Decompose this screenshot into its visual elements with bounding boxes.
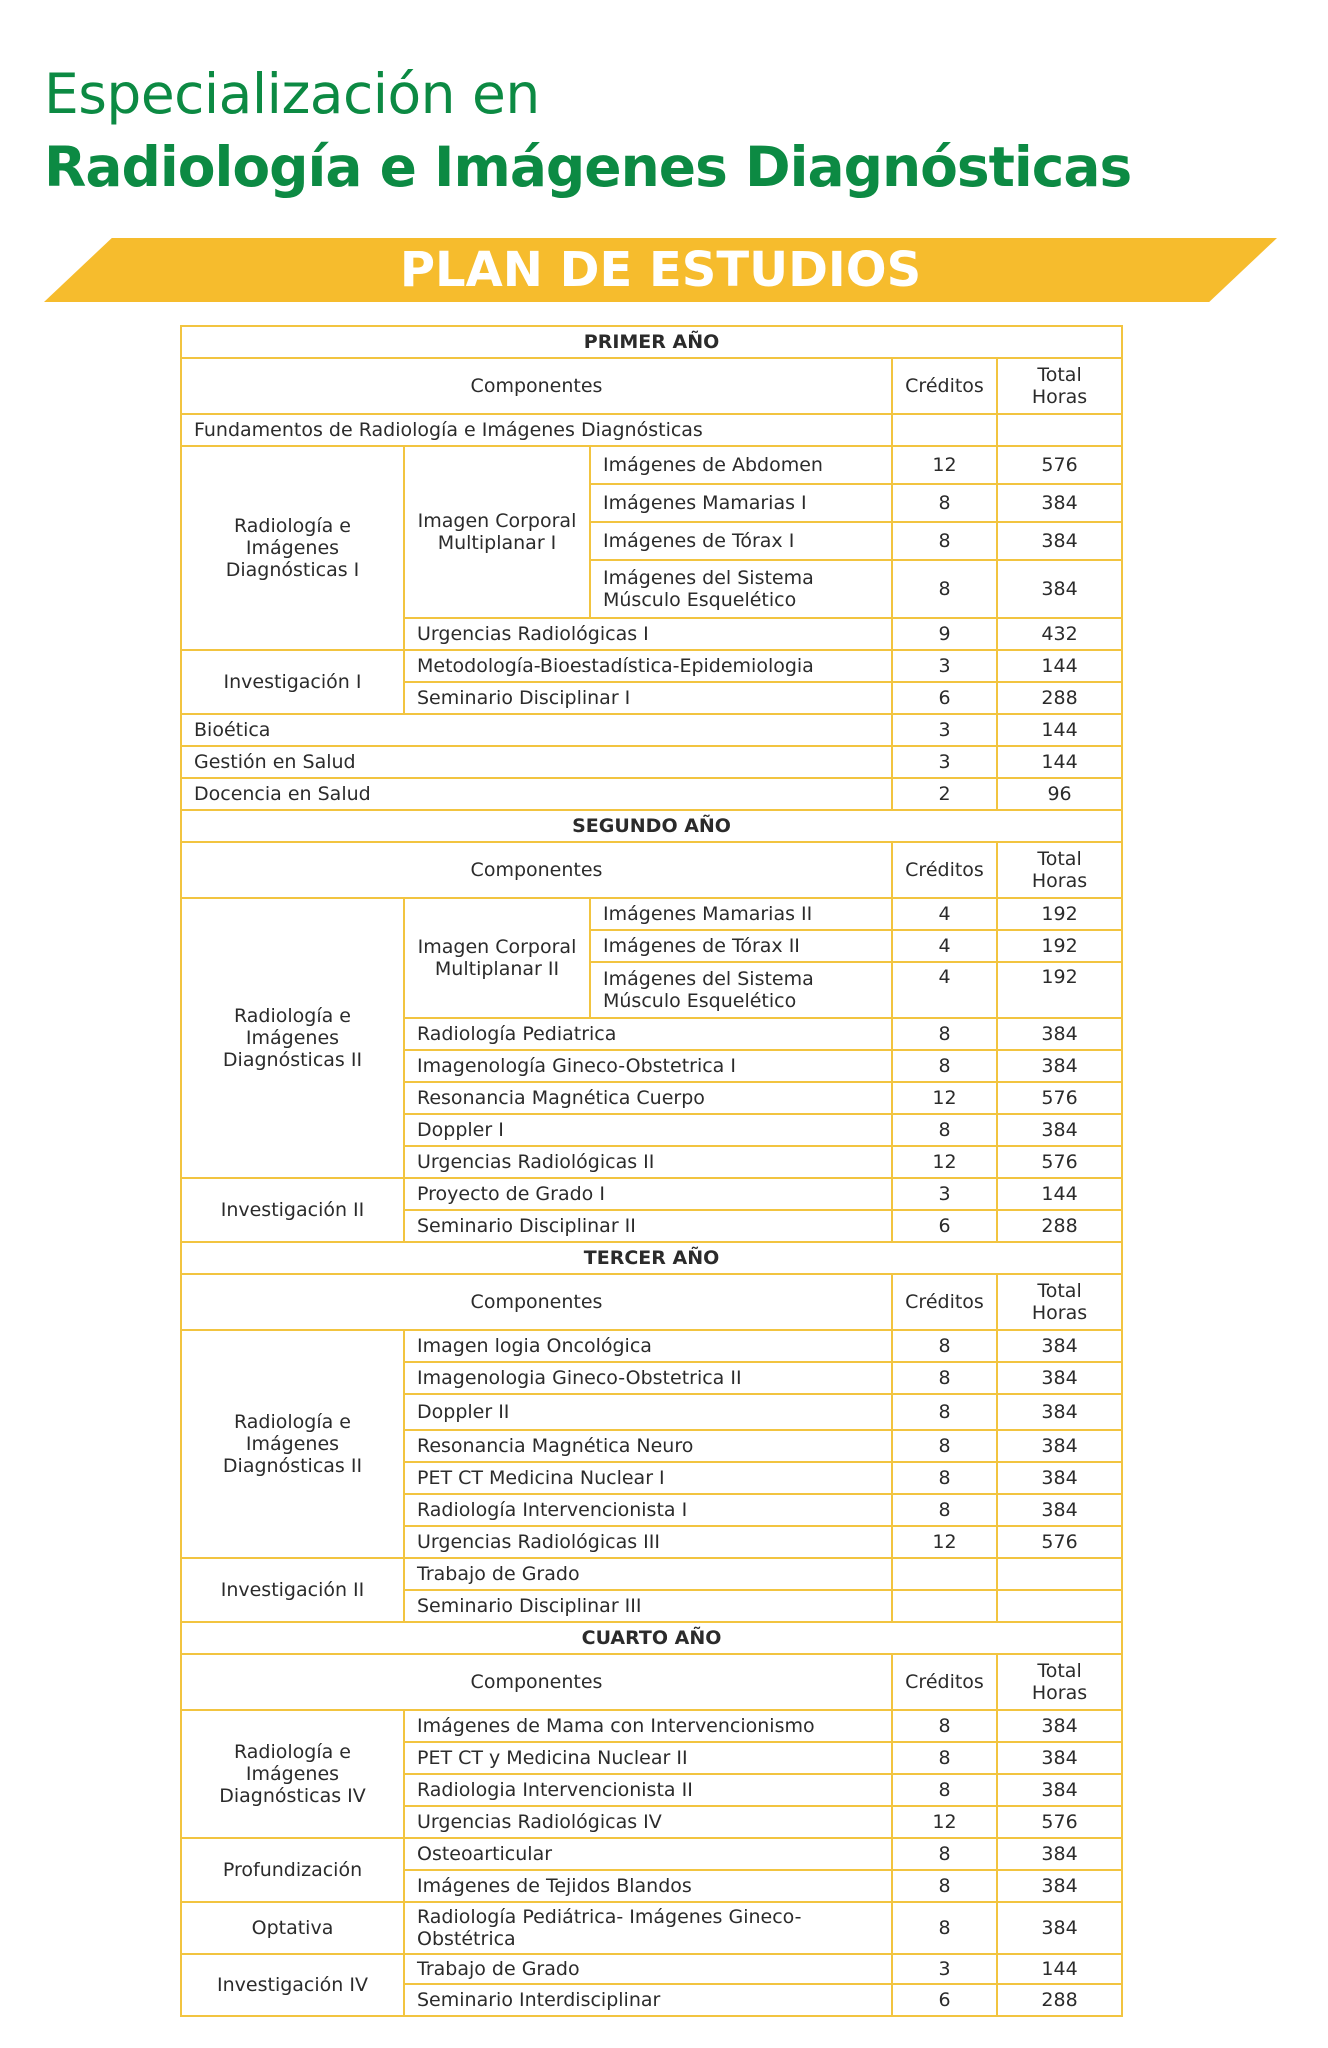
table-row xyxy=(181,1710,1122,1742)
creditos-header: Créditos xyxy=(892,1654,997,1710)
table-row xyxy=(181,414,1122,446)
year-title-row xyxy=(181,326,1122,358)
subject-name: Imágenes del Sistema Músculo Esquelético xyxy=(590,560,892,618)
hours-cell: 576 xyxy=(997,1146,1122,1178)
subject-name: Radiologia Intervencionista II xyxy=(404,1774,892,1806)
year-title: CUARTO AÑO xyxy=(181,1622,1122,1654)
hours-cell: 576 xyxy=(997,1526,1122,1558)
credits-cell: 8 xyxy=(892,1742,997,1774)
credits-cell: 8 xyxy=(892,1902,997,1954)
hours-cell: 384 xyxy=(997,484,1122,522)
subject-name: Radiología Pediatrica xyxy=(404,1018,892,1050)
hours-cell: 144 xyxy=(997,746,1122,778)
total-horas-header: Total Horas xyxy=(997,358,1122,414)
subject-name: Fundamentos de Radiología e Imágenes Diagnósticas xyxy=(181,414,892,446)
banner-title: PLAN DE ESTUDIOS xyxy=(399,242,922,298)
total-horas-header: Total Horas xyxy=(997,1274,1122,1330)
subject-name: Imagenologia Gineco-Obstetrica II xyxy=(404,1362,892,1394)
year-title: TERCER AÑO xyxy=(181,1242,1122,1274)
credits-cell: 3 xyxy=(892,714,997,746)
group-label: Investigación II xyxy=(181,1558,404,1622)
componentes-header: Componentes xyxy=(181,842,892,898)
header-row xyxy=(181,842,1122,898)
hours-cell xyxy=(997,414,1122,446)
hours-cell xyxy=(997,1558,1122,1590)
group-label: Profundización xyxy=(181,1838,404,1902)
hours-cell: 384 xyxy=(997,1018,1122,1050)
hours-cell: 144 xyxy=(997,714,1122,746)
subgroup-label: Imagen Corporal Multiplanar I xyxy=(404,446,590,618)
subgroup-label: Imagen Corporal Multiplanar II xyxy=(404,898,590,1018)
credits-cell: 8 xyxy=(892,1838,997,1870)
subject-name: Urgencias Radiológicas IV xyxy=(404,1806,892,1838)
credits-cell: 12 xyxy=(892,446,997,484)
creditos-header: Créditos xyxy=(892,842,997,898)
credits-cell: 8 xyxy=(892,1430,997,1462)
credits-cell xyxy=(892,414,997,446)
credits-cell: 8 xyxy=(892,522,997,560)
credits-cell: 8 xyxy=(892,1114,997,1146)
hours-cell: 432 xyxy=(997,618,1122,650)
subject-name: Doppler I xyxy=(404,1114,892,1146)
subject-name: Seminario Disciplinar III xyxy=(404,1590,892,1622)
page-title-line1: Especialización en xyxy=(44,62,540,126)
subject-name: PET CT Medicina Nuclear I xyxy=(404,1462,892,1494)
credits-cell: 12 xyxy=(892,1806,997,1838)
componentes-header: Componentes xyxy=(181,1654,892,1710)
group-label: Radiología e Imágenes Diagnósticas II xyxy=(181,1330,404,1558)
hours-cell: 384 xyxy=(997,1330,1122,1362)
subject-name: Metodología-Bioestadística-Epidemiologia xyxy=(404,650,892,682)
subject-name: Seminario Disciplinar I xyxy=(404,682,892,714)
subject-name: Urgencias Radiológicas III xyxy=(404,1526,892,1558)
hours-cell: 192 xyxy=(997,930,1122,962)
credits-cell: 8 xyxy=(892,1870,997,1902)
hours-cell: 144 xyxy=(997,1178,1122,1210)
table-row xyxy=(181,1954,1122,1984)
subject-name: Urgencias Radiológicas I xyxy=(404,618,892,650)
credits-cell: 8 xyxy=(892,1330,997,1362)
hours-cell: 384 xyxy=(997,1838,1122,1870)
subject-name: Imágenes Mamarias II xyxy=(590,898,892,930)
hours-cell xyxy=(997,1590,1122,1622)
subject-name: Seminario Interdisciplinar xyxy=(404,1984,892,2016)
group-label: Radiología e Imágenes Diagnósticas I xyxy=(181,446,404,650)
table-row xyxy=(181,1558,1122,1590)
credits-cell: 3 xyxy=(892,1954,997,1984)
subject-name: Trabajo de Grado xyxy=(404,1558,892,1590)
componentes-header: Componentes xyxy=(181,1274,892,1330)
hours-cell: 144 xyxy=(997,1954,1122,1984)
credits-cell: 8 xyxy=(892,1394,997,1430)
hours-cell: 384 xyxy=(997,560,1122,618)
group-label: Optativa xyxy=(181,1902,404,1954)
credits-cell: 12 xyxy=(892,1082,997,1114)
hours-cell: 576 xyxy=(997,1806,1122,1838)
credits-cell: 8 xyxy=(892,560,997,618)
credits-cell: 8 xyxy=(892,1710,997,1742)
credits-cell: 6 xyxy=(892,682,997,714)
credits-cell: 8 xyxy=(892,1774,997,1806)
subject-name: Imágenes de Mama con Intervencionismo xyxy=(404,1710,892,1742)
credits-cell: 12 xyxy=(892,1526,997,1558)
table-row xyxy=(181,446,1122,484)
creditos-header: Créditos xyxy=(892,1274,997,1330)
componentes-header: Componentes xyxy=(181,358,892,414)
hours-cell: 384 xyxy=(997,1742,1122,1774)
credits-cell: 6 xyxy=(892,1210,997,1242)
table-row xyxy=(181,746,1122,778)
header-row xyxy=(181,1274,1122,1330)
year-title: SEGUNDO AÑO xyxy=(181,810,1122,842)
hours-cell: 384 xyxy=(997,1362,1122,1394)
table-row xyxy=(181,1838,1122,1870)
subject-name: Imágenes de Tórax I xyxy=(590,522,892,560)
credits-cell: 4 xyxy=(892,898,997,930)
year-title-row xyxy=(181,1242,1122,1274)
credits-cell xyxy=(892,1590,997,1622)
credits-cell: 3 xyxy=(892,650,997,682)
credits-cell: 4 xyxy=(892,930,997,962)
credits-cell xyxy=(892,1558,997,1590)
subject-name: Imágenes de Tórax II xyxy=(590,930,892,962)
year-title: PRIMER AÑO xyxy=(181,326,1122,358)
hours-cell: 384 xyxy=(997,1494,1122,1526)
hours-cell: 384 xyxy=(997,1710,1122,1742)
credits-cell: 3 xyxy=(892,1178,997,1210)
subject-name: Radiología Intervencionista I xyxy=(404,1494,892,1526)
credits-cell: 3 xyxy=(892,746,997,778)
group-label: Radiología e Imágenes Diagnósticas II xyxy=(181,898,404,1178)
hours-cell: 384 xyxy=(997,522,1122,560)
hours-cell: 288 xyxy=(997,1984,1122,2016)
subject-name: Imágenes de Abdomen xyxy=(590,446,892,484)
subject-name: Resonancia Magnética Neuro xyxy=(404,1430,892,1462)
group-label: Investigación IV xyxy=(181,1954,404,2016)
hours-cell: 384 xyxy=(997,1774,1122,1806)
header-row xyxy=(181,358,1122,414)
credits-cell: 8 xyxy=(892,1050,997,1082)
credits-cell: 2 xyxy=(892,778,997,810)
subject-name: Resonancia Magnética Cuerpo xyxy=(404,1082,892,1114)
table-row xyxy=(181,1330,1122,1362)
subject-name: Osteoarticular xyxy=(404,1838,892,1870)
group-label: Radiología e Imágenes Diagnósticas IV xyxy=(181,1710,404,1838)
subject-name: Bioética xyxy=(181,714,892,746)
credits-cell: 8 xyxy=(892,1362,997,1394)
hours-cell: 576 xyxy=(997,446,1122,484)
hours-cell: 384 xyxy=(997,1430,1122,1462)
total-horas-header: Total Horas xyxy=(997,1654,1122,1710)
hours-cell: 384 xyxy=(997,1870,1122,1902)
subject-name: Doppler II xyxy=(404,1394,892,1430)
subject-name: Imágenes de Tejidos Blandos xyxy=(404,1870,892,1902)
subject-name: Seminario Disciplinar II xyxy=(404,1210,892,1242)
credits-cell: 8 xyxy=(892,1494,997,1526)
table-row xyxy=(181,778,1122,810)
credits-cell: 8 xyxy=(892,1018,997,1050)
table-row xyxy=(181,714,1122,746)
subject-name: Urgencias Radiológicas II xyxy=(404,1146,892,1178)
subject-name: Imágenes Mamarias I xyxy=(590,484,892,522)
credits-cell: 6 xyxy=(892,1984,997,2016)
study-plan-table xyxy=(180,325,1123,2017)
table-row xyxy=(181,650,1122,682)
subject-name: Gestión en Salud xyxy=(181,746,892,778)
hours-cell: 576 xyxy=(997,1082,1122,1114)
plan-banner xyxy=(44,238,1277,302)
subject-name: Imagen logia Oncológica xyxy=(404,1330,892,1362)
credits-cell: 12 xyxy=(892,1146,997,1178)
group-label: Investigación I xyxy=(181,650,404,714)
hours-cell: 384 xyxy=(997,1114,1122,1146)
hours-cell: 384 xyxy=(997,1394,1122,1430)
hours-cell: 144 xyxy=(997,650,1122,682)
hours-cell: 192 xyxy=(997,962,1122,1018)
credits-cell: 4 xyxy=(892,962,997,1018)
total-horas-header: Total Horas xyxy=(997,842,1122,898)
hours-cell: 384 xyxy=(997,1902,1122,1954)
page-title-line2: Radiología e Imágenes Diagnósticas xyxy=(44,135,1132,199)
subject-name: Trabajo de Grado xyxy=(404,1954,892,1984)
credits-cell: 9 xyxy=(892,618,997,650)
creditos-header: Créditos xyxy=(892,358,997,414)
table-row xyxy=(181,898,1122,930)
hours-cell: 96 xyxy=(997,778,1122,810)
table-row xyxy=(181,1178,1122,1210)
subject-name: Proyecto de Grado I xyxy=(404,1178,892,1210)
subject-name: PET CT y Medicina Nuclear II xyxy=(404,1742,892,1774)
subject-name: Imágenes del Sistema Músculo Esquelético xyxy=(590,962,892,1018)
credits-cell: 8 xyxy=(892,1462,997,1494)
year-title-row xyxy=(181,1622,1122,1654)
hours-cell: 192 xyxy=(997,898,1122,930)
subject-name: Docencia en Salud xyxy=(181,778,892,810)
hours-cell: 288 xyxy=(997,682,1122,714)
header-row xyxy=(181,1654,1122,1710)
year-title-row xyxy=(181,810,1122,842)
hours-cell: 288 xyxy=(997,1210,1122,1242)
hours-cell: 384 xyxy=(997,1462,1122,1494)
subject-name: Radiología Pediátrica- Imágenes Gineco-Obstétrica xyxy=(404,1902,892,1954)
table-row xyxy=(181,1902,1122,1954)
group-label: Investigación II xyxy=(181,1178,404,1242)
hours-cell: 384 xyxy=(997,1050,1122,1082)
credits-cell: 8 xyxy=(892,484,997,522)
subject-name: Imagenología Gineco-Obstetrica I xyxy=(404,1050,892,1082)
